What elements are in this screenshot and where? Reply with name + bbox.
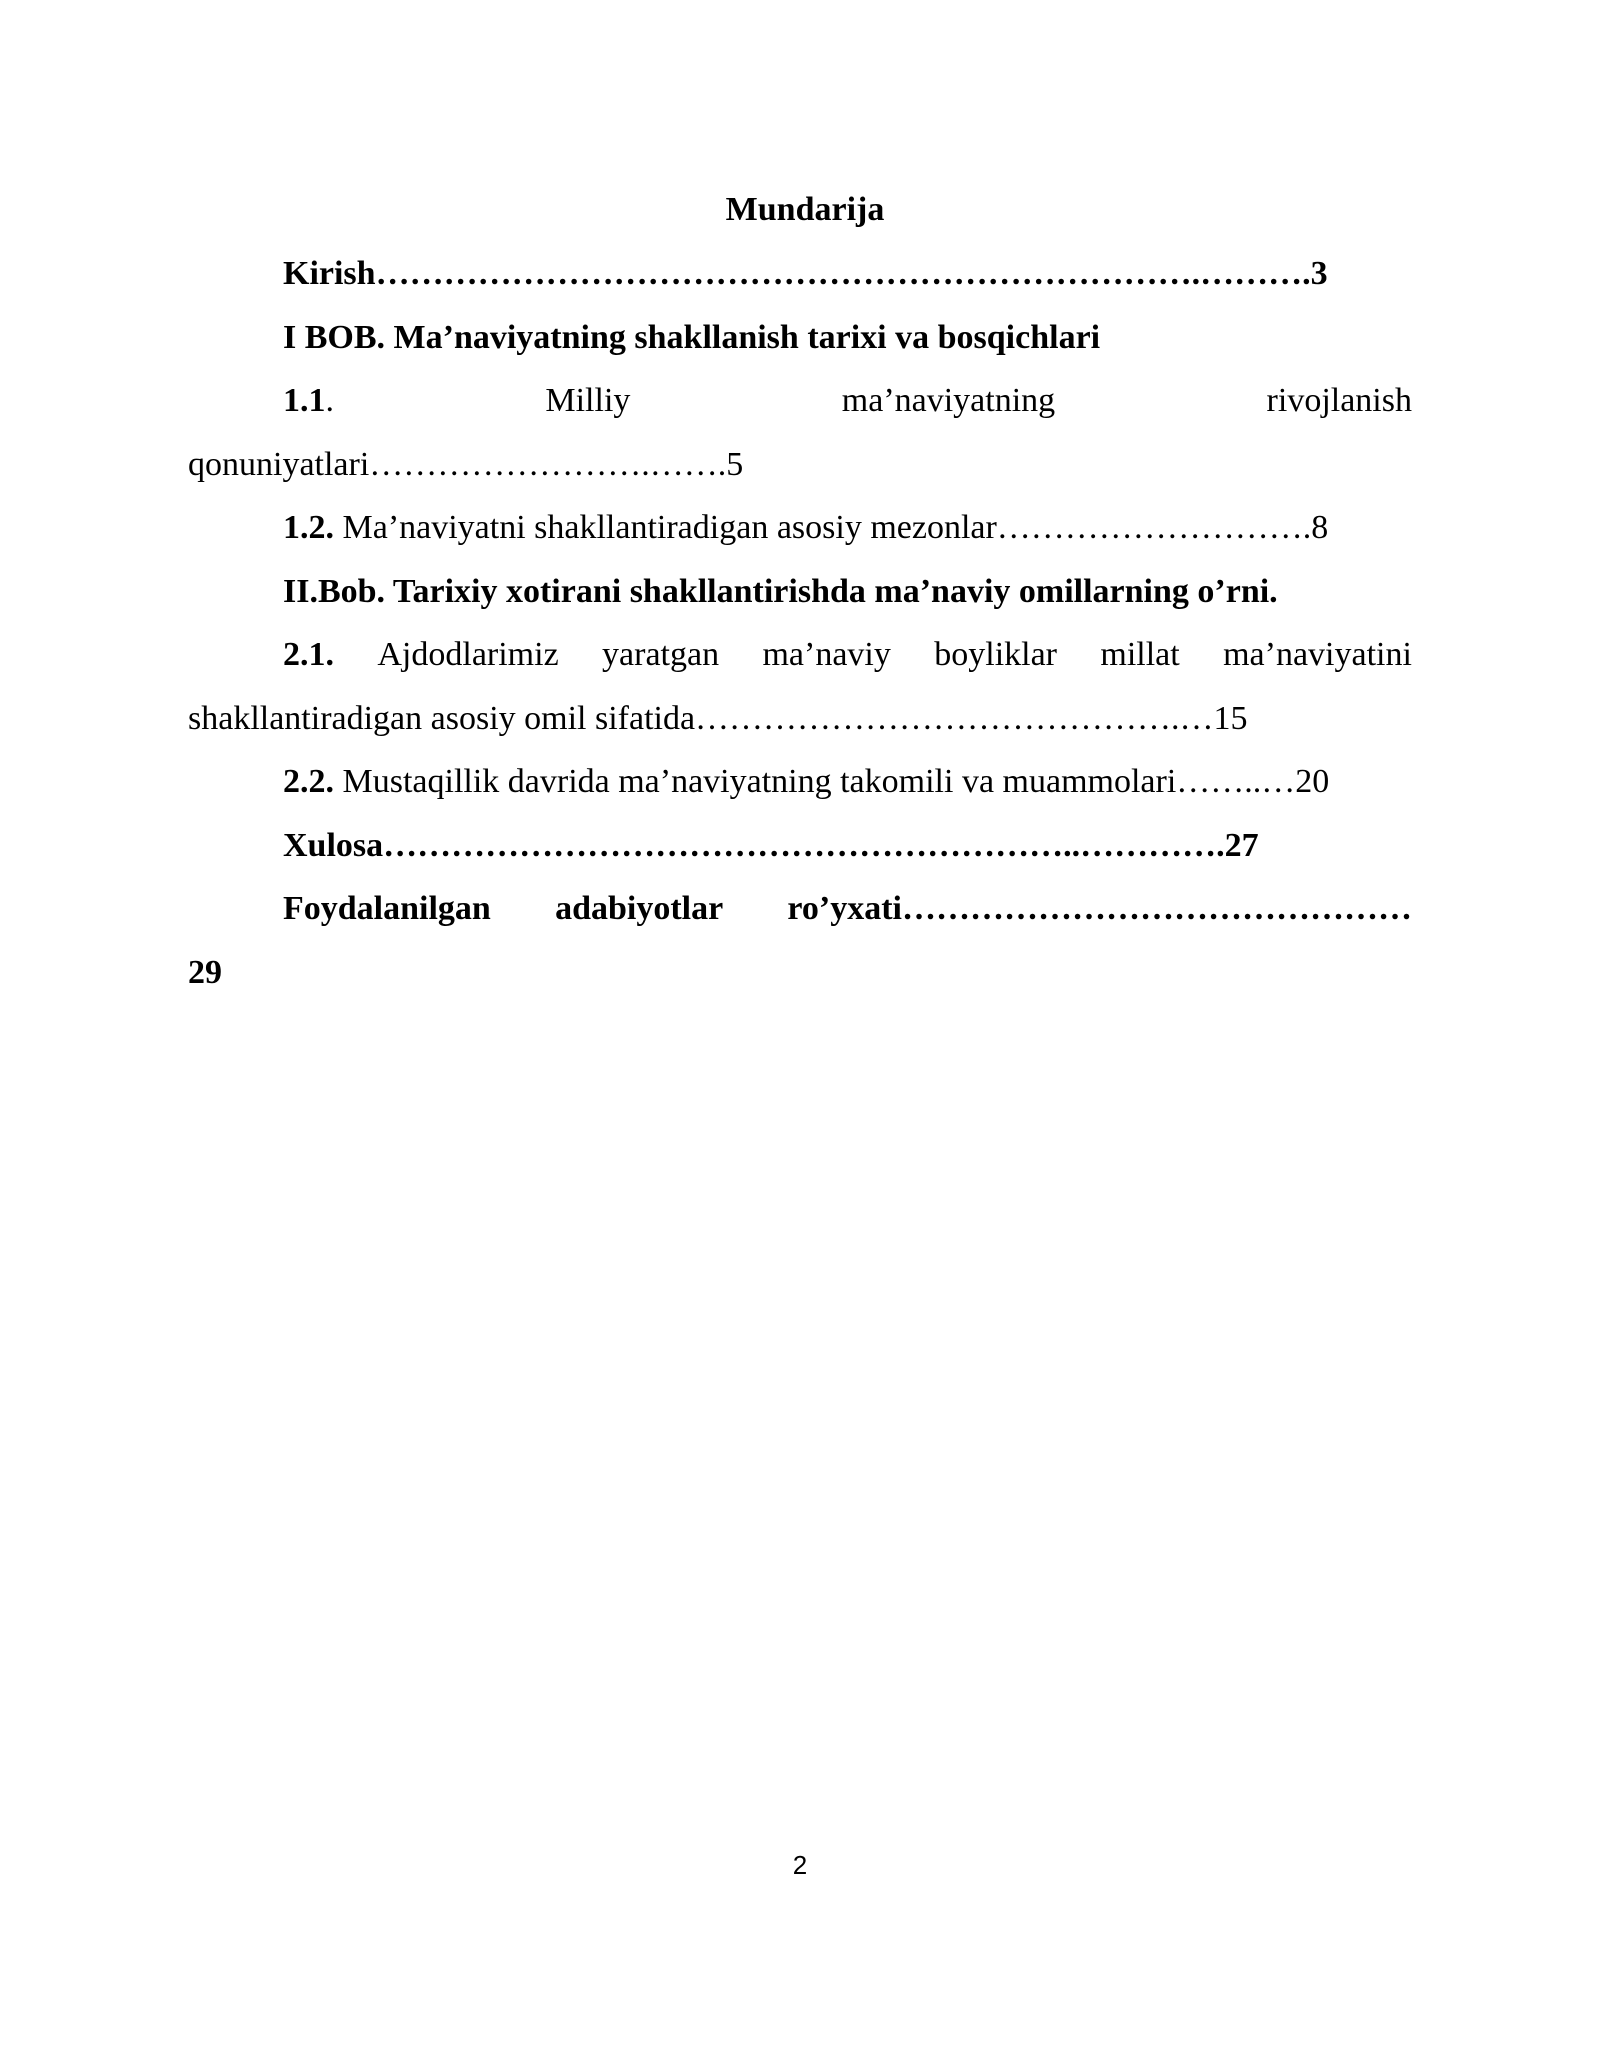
toc-entry-adabiyotlar-word: adabiyotlar: [555, 890, 724, 927]
toc-chapter-1-heading: I BOB. Ma’naviyatning shakllanish tarixi va bosqichlari: [283, 318, 1101, 356]
toc-entry-adabiyotlar-word: ro’yxati………………………………………: [787, 890, 1412, 927]
toc-entry-2-1-word: millat: [1100, 636, 1180, 673]
toc-entry-kirish: Kirish……………………………………………………………….……….3: [283, 255, 1328, 292]
toc-entry-xulosa: Xulosa……………………………………………………..………….27: [283, 826, 1259, 864]
toc-entry-2-1-number: 2.1.: [283, 636, 334, 673]
toc-entry-1-1-number: 1.1.: [283, 382, 334, 419]
toc-entry-2-1-word: ma’naviy: [762, 636, 891, 673]
toc-entry-1-1-line1: [188, 369, 1412, 433]
toc-entry-1-1-word: rivojlanish: [1266, 382, 1412, 419]
toc-entry-1-2: [188, 496, 1412, 560]
toc-entry-1-1-word: ma’naviyatning: [841, 382, 1056, 419]
page-title: Mundarija: [725, 191, 885, 228]
toc-entry-1-1-word: Milliy: [545, 382, 631, 419]
toc-entry-2-1-line1: [188, 623, 1412, 687]
toc-entry-2-1-word: yaratgan: [602, 636, 720, 673]
toc-entry-adabiyotlar-line1: [188, 877, 1412, 941]
toc-entry-2-2-text: Mustaqillik davrida ma’naviyatning takomili va muammolari……..…20: [334, 763, 1330, 800]
toc-entry-2-1-word: Ajdodlarimiz: [377, 636, 559, 673]
table-of-contents: [188, 178, 1412, 1004]
toc-entry-2-1-line2: shakllantiradigan asosiy omil sifatida…………………………………….…15: [188, 699, 1248, 737]
toc-entry-adabiyotlar-word: Foydalanilgan: [283, 890, 491, 927]
toc-entry-1-2-number: 1.2.: [283, 509, 334, 546]
toc-entry-1-1-line2: qonuniyatlari…………………….…….5: [188, 445, 744, 483]
toc-entry-adabiyotlar-page: 29: [188, 953, 222, 991]
toc-entry-2-1-word: boyliklar: [934, 636, 1058, 673]
page-number: 2: [792, 1850, 808, 1880]
toc-entry-2-2: [188, 750, 1412, 814]
toc-chapter-2-heading: II.Bob. Tarixiy xotirani shakllantirishda ma’naviy omillarning o’rni.: [283, 572, 1278, 610]
toc-entry-2-1-word: ma’naviyatini: [1223, 636, 1412, 673]
toc-entry-2-2-number: 2.2.: [283, 763, 334, 800]
toc-entry-1-2-text: Ma’naviyatni shakllantiradigan asosiy mezonlar……………………….8: [334, 509, 1329, 546]
